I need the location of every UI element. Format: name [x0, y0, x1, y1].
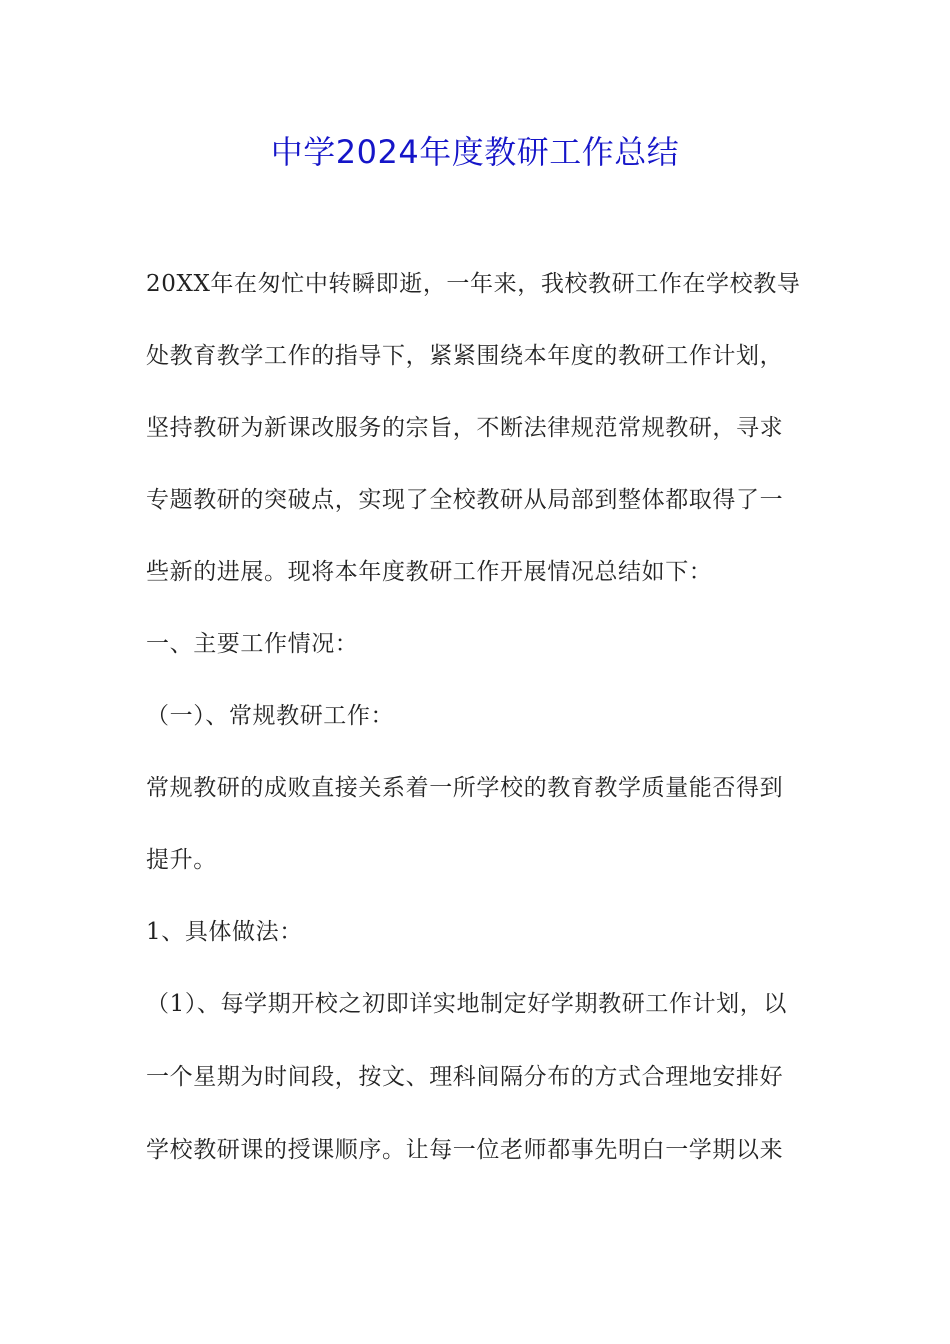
paragraph-line: 专题教研的突破点，实现了全校教研从局部到整体都取得了一 — [146, 487, 784, 513]
paragraph-line: 坚持教研为新课改服务的宗旨，不断法律规范常规教研，寻求 — [146, 415, 784, 441]
list-item-line: 一个星期为时间段，按文、理科间隔分布的方式合理地安排好 — [146, 1064, 784, 1090]
document-title: 中学2024年度教研工作总结 — [270, 133, 680, 171]
list-item-line: （1）、每学期开校之初即详实地制定好学期教研工作计划，以 — [146, 991, 787, 1017]
paragraph-line: 些新的进展。现将本年度教研工作开展情况总结如下： — [146, 559, 713, 585]
list-item-line: 学校教研课的授课顺序。让每一位老师都事先明白一学期以来 — [146, 1137, 784, 1163]
paragraph-line: 提升。 — [146, 847, 217, 873]
section-heading: 一、主要工作情况： — [146, 631, 359, 657]
paragraph-line: 常规教研的成败直接关系着一所学校的教育教学质量能否得到 — [146, 775, 784, 801]
paragraph-line: 20XX年在匆忙中转瞬即逝，一年来，我校教研工作在学校教导 — [146, 271, 801, 297]
paragraph-line: 处教育教学工作的指导下，紧紧围绕本年度的教研工作计划， — [146, 343, 784, 369]
list-heading: 1、具体做法： — [146, 919, 303, 945]
subsection-heading: （一）、常规教研工作： — [146, 703, 395, 729]
document-body — [146, 262, 808, 1201]
